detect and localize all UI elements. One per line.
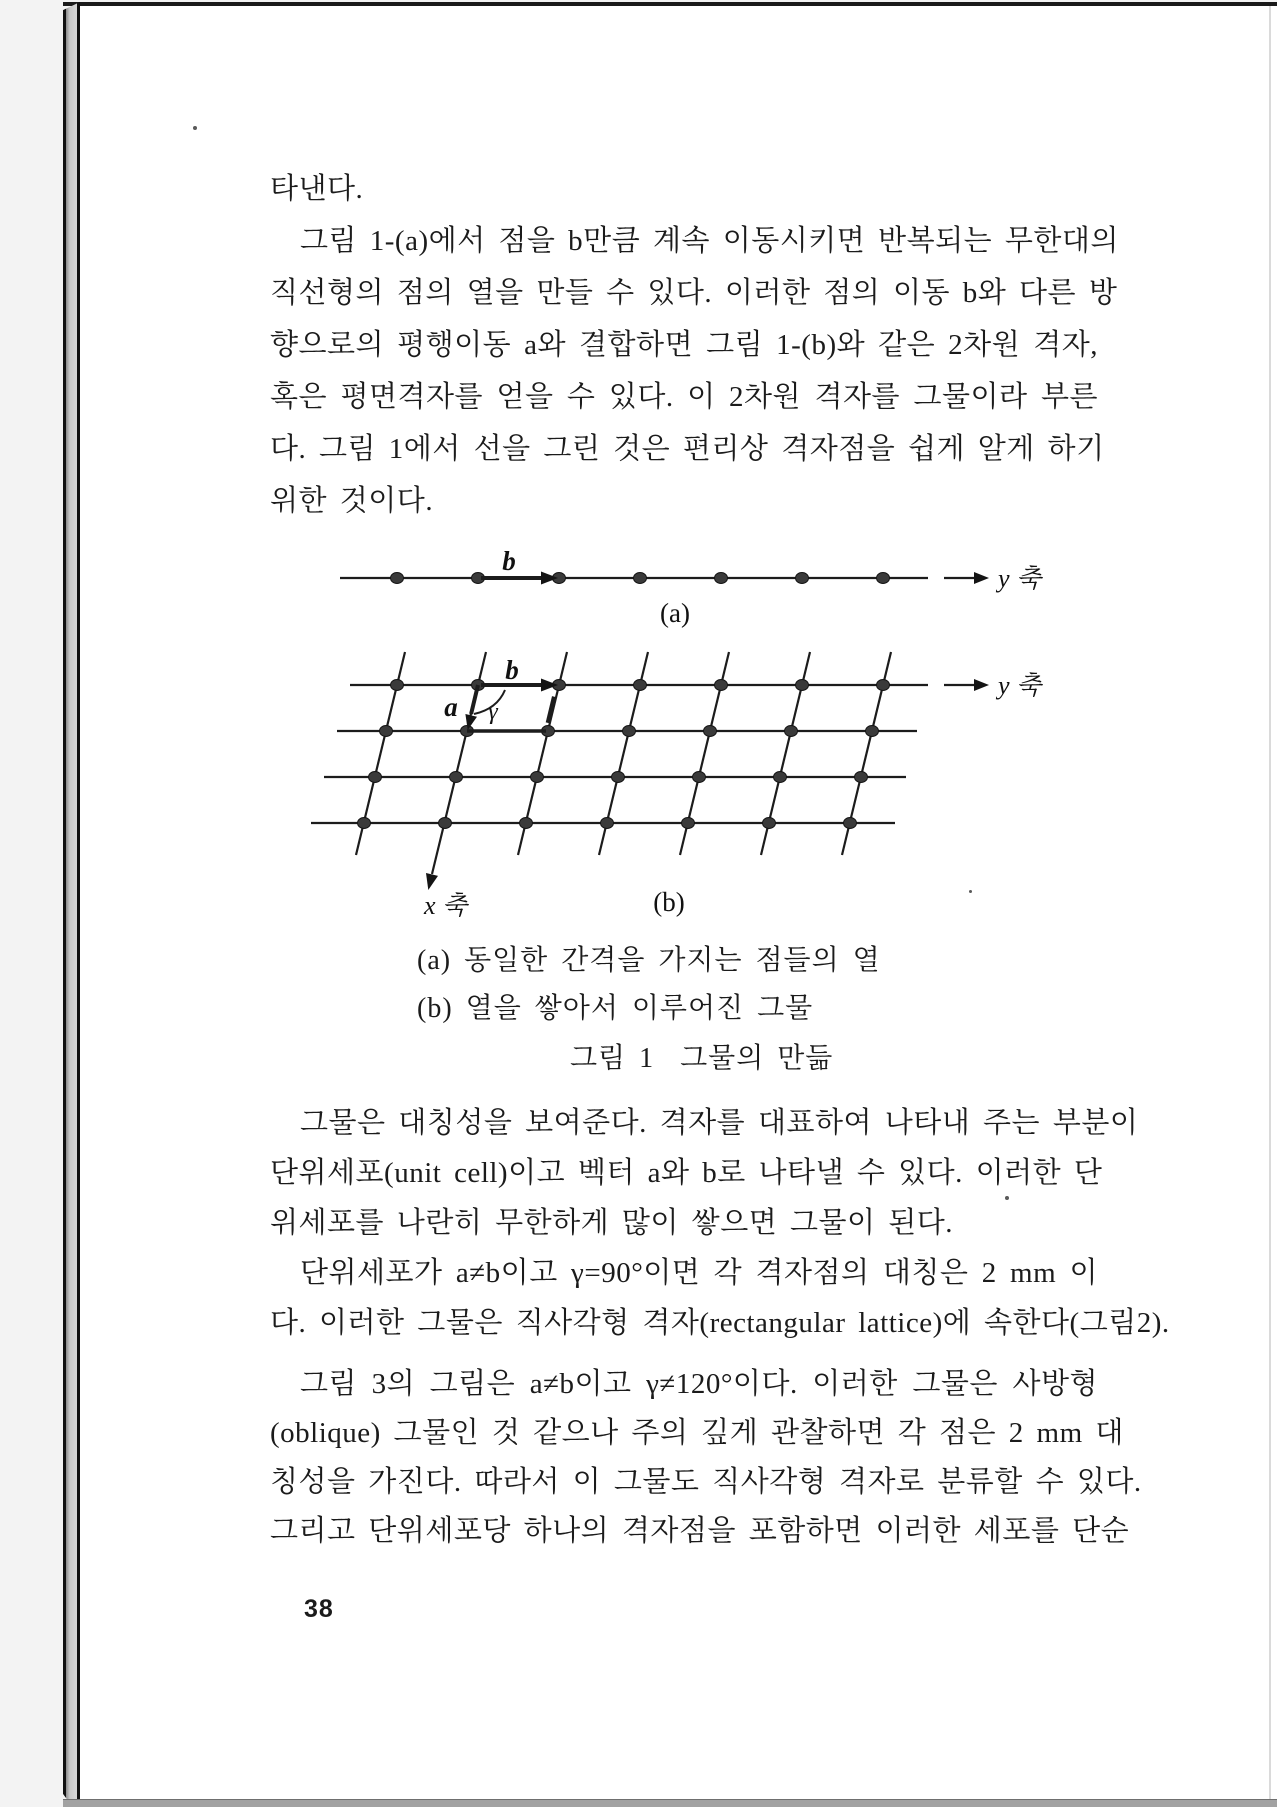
subfigure-a-label: (a) [660, 598, 690, 628]
body-line: 다. 그림 1에서 선을 그린 것은 편리상 격자점을 쉽게 알게 하기 [270, 433, 1105, 465]
body-line: 혹은 평면격자를 얻을 수 있다. 이 2차원 격자를 그물이라 부른 [270, 381, 1098, 413]
body-line: 위한 것이다. [270, 485, 434, 517]
body-line: 그림 3의 그림은 a≠b이고 γ≠120°이다. 이러한 그물은 사방형 [300, 1368, 1098, 1400]
page-top-edge [63, 2, 1277, 6]
y-axis-label-a: y 축 [998, 564, 1042, 593]
paragraph [270, 1098, 1139, 1248]
body-line: 단위세포(unit cell)이고 벡터 a와 b로 나타낼 수 있다. 이러한 단 [270, 1157, 1103, 1189]
vector-b-label-a: b [502, 546, 516, 576]
x-axis-arrowhead [426, 873, 438, 890]
paragraph [270, 215, 1119, 527]
scan-speck [193, 126, 197, 130]
figure-caption-b: (b) 열을 쌓아서 이루어진 그물 [417, 993, 814, 1024]
body-line: 타낸다. [270, 173, 364, 205]
page-right-edge [1269, 6, 1271, 1799]
body-line: 다. 이러한 그물은 직사각형 격자(rectangular lattice)에 속한다(그림2). [270, 1307, 1170, 1339]
body-line: 그리고 단위세포당 하나의 격자점을 포함하면 이러한 세포를 단순 [270, 1515, 1130, 1547]
body-line: 직선형의 점의 열을 만들 수 있다. 이러한 점의 이동 b와 다른 방 [270, 277, 1118, 309]
y-axis-arrowhead-b [974, 679, 989, 691]
body-line: 위세포를 나란히 무한하게 많이 쌓으면 그물이 된다. [270, 1207, 954, 1239]
paragraph [270, 163, 1098, 215]
figure-caption-a: (a) 동일한 간격을 가지는 점들의 열 [417, 945, 881, 976]
paragraph [270, 1360, 1142, 1556]
unit-cell-outline [465, 679, 558, 732]
body-line: 그림 1-(a)에서 점을 b만큼 계속 이동시키면 반복되는 무한대의 [300, 225, 1119, 257]
x-axis-label: x 축 [424, 891, 468, 920]
vector-b-arrow-a [481, 572, 558, 585]
body-line: 그물은 대칭성을 보여준다. 격자를 대표하여 나타내 주는 부분이 [300, 1107, 1139, 1139]
body-line: (oblique) 그물인 것 같으나 주의 깊게 관찰하면 각 점은 2 mm 대 [270, 1417, 1124, 1449]
body-line: 칭성을 가진다. 따라서 이 그물도 직사각형 격자로 분류할 수 있다. [270, 1466, 1142, 1498]
body-line: 단위세포가 a≠b이고 γ=90°이면 각 격자점의 대칭은 2 mm 이 [300, 1257, 1098, 1289]
body-line: 향으로의 평행이동 a와 결합하면 그림 1-(b)와 같은 2차원 격자, [270, 329, 1098, 361]
figure-title: 그림 1 그물의 만듦 [570, 1043, 834, 1074]
paragraph [270, 1248, 1170, 1348]
subfigure-b-label: (b) [653, 887, 685, 917]
y-axis-label-b: y 축 [998, 671, 1042, 700]
page-number: 38 [304, 1595, 334, 1623]
figure-1-lattice [270, 538, 1070, 930]
vector-b-label-b: b [505, 655, 519, 685]
gamma-angle-label: γ [488, 699, 498, 725]
vector-a-label: a [444, 692, 458, 722]
book-spine-edge [63, 2, 80, 1802]
y-axis-arrowhead-a [974, 572, 989, 584]
